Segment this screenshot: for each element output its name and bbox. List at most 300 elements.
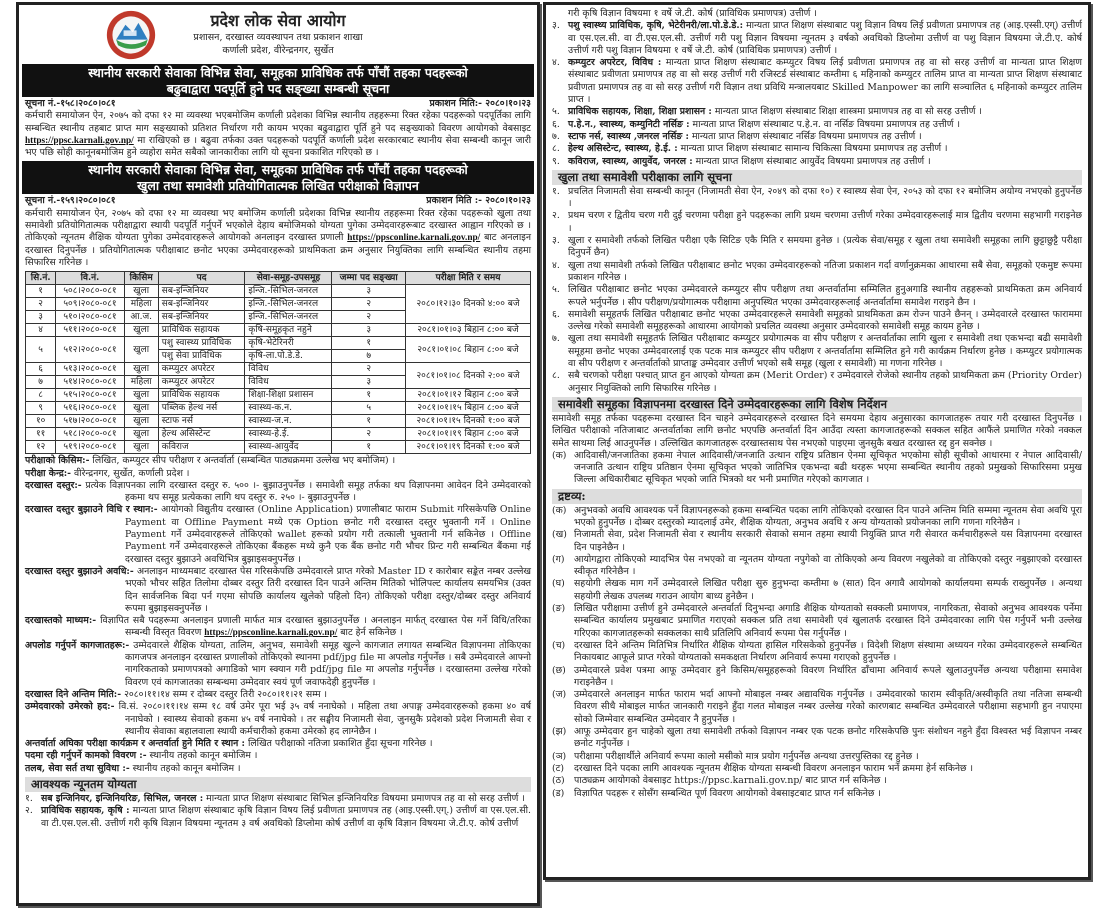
cell-count: २ <box>332 428 406 441</box>
detail-text: प्रत्येक विज्ञापनका लागि दरखास्त दस्तुर रु. ५०० ।- बुझाउनुपर्नेछ । समावेशी समूह तर्फका थप विज्ञापनमा आवेदन दिने उम्मेदवारको हकमा थप समूह प्रत्येकका लागि थप दस्तुर रु. २५० ।- बुझाउनुपर्नेछ । <box>85 479 531 504</box>
detail-text: लिखित परीक्षाको नतिजा प्रकाशित हुँदा सूचना गरिनेछ । <box>247 738 433 750</box>
cell-exam: २०८१।०१।१५ बिहान ८:०० बजे <box>406 402 531 415</box>
item-text: मान्यता प्राप्त शिक्षण संस्थाबाट सामान्य चिकित्सा विषयमा प्रमाणपत्र तह उत्तीर्ण । <box>680 143 948 155</box>
notice-number: सूचना नं.-१५८।२०८०।०८१ <box>25 98 116 109</box>
detail-item <box>25 763 531 775</box>
item-title: कविराज, स्वास्थ्य, आयुर्वेद, जनरल : <box>568 155 693 167</box>
item-text: मान्यता प्राप्त शिक्षण संस्थाबाट शिक्षा शास्त्रमा प्रमाणपत्र तह वा सो सरह उत्तीर्ण । <box>714 106 982 118</box>
detail-text: वि.सं. २०८०।११।१४ सम्म १८ वर्ष उमेर पूरा भई ३५ वर्ष ननाघेको । महिला तथा अपाङ्ग उम्मेदवारहरूको हकमा ४० वर्ष ननाघेको । स्वास्थ्य सेवाको हकमा ४५ वर्ष ननाघेको । तर सङ्घीय निजामती सेवा, जुनसुकै प्रदेशको प्रदेश निजामती सेवा र स्थानीय सेवाका बहालवाला स्थायी कर्मचारीको हकमा उमेरको हद लाग्नेछैन । <box>118 701 531 737</box>
column-header: जम्मा पद सङ्ख्या <box>332 272 406 285</box>
item-number: ७. <box>552 333 560 345</box>
item-text: मान्यता प्राप्त शिक्षण संस्थाबाट कम्प्युटर विषय लिई प्रवीणता प्रमाणपत्र तह वा सो सरह उत्तीर्ण वा मान्यता प्राप्त शिक्षण संस्थाबाट प्रवीणता प्रमाणपत्र तह वा सो सरह उत्तीर्ण गरी रजिस्टर्ड संस्थाबाट कम्तीमा ६ महिनाको कम्प्युटर तालिम प्राप्त वा मान्यता प्राप्त शिक्षण संस्थाबाट प्रवीणता प्रमाणपत्र तह वा सो सरह उत्तीर्ण गरी विज्ञान तथा प्रविधि मन्त्रालयबाट Skilled Manpower का लागि सञ्चालित ६ महिनाको कम्प्युटर तालिम प्राप्त । <box>568 57 1082 106</box>
ppsc-website-link[interactable]: https://ppsc.karnali.gov.np/ <box>25 135 134 146</box>
item-text: मान्यता प्राप्त शिक्षण संस्थाबाट पशु विज्ञान विषय लिई प्रवीणता प्रमाणपत्र तह (आइ.एस्सी.एग्) उत्तीर्ण वा एस.एल.सी. वा टी.एस.एल.सी. उत्तीर्ण गरी पशु विज्ञान विषयमा न्यूनतम ३ वर्षको अवधिको डिप्लोमा उत्तीर्ण वा पशु विज्ञान विषयमा जे.टी.ए. कोर्ष उत्तीर्ण गरी पशु विज्ञान विषयमा १ वर्षे जे.टी. कोर्ष (प्राविधिक प्रमाणपत्र) उत्तीर्ण । <box>568 20 1083 56</box>
cell-group: स्वास्थ्य-हे.ई. <box>245 428 332 441</box>
list-item <box>552 665 1082 690</box>
detail-text: उम्मेदवारले शैक्षिक योग्यता, तालिम, अनुभव, समावेशी समूह खुल्ने कागजात लगायत सम्बन्धित विज्ञापनमा तोकिएका कागजपत्र अनलाइन दरखास्त प्रणालीको तोकिएको स्थानमा pdf/jpg file मा अपलोड गर्नुपर्नेछ । सबै उम्मेदवारले आफ्नो नागरिकताको प्रमाणपत्रको अगाडिको भाग स्क्यान गरी pdf/jpg file मा अपलोड गर्नुपर्नेछ । दरखास्तमा उल्लेख गरेको विवरण एवं कागजातका सम्बन्धमा उम्मेदवार स्वयं पूर्ण जवाफदेही हुनुपर्नेछ । <box>125 639 531 688</box>
item-text: मान्यता प्राप्त शिक्षण संस्थाबाट सिभिल इन्जिनियरिङ विषयमा प्रमाणपत्र तह वा सो सरह उत्तीर्ण । <box>206 792 525 804</box>
application-details <box>25 455 531 775</box>
notes-heading: द्रष्टव्य: <box>552 489 1082 504</box>
item-body <box>568 284 1082 309</box>
detail-text: बाट हेर्न सकिनेछ । <box>337 627 403 639</box>
cell-ad: ५१७।२०८०-०८१ <box>56 415 124 428</box>
item-text: मान्यता प्राप्त शिक्षण संस्थाबाट आयुर्वेद विषयमा प्रमाणपत्र तह उत्तीर्ण । <box>695 155 931 167</box>
item-number: १. <box>552 185 560 197</box>
detail-item <box>25 701 531 738</box>
cell-type: खुला <box>124 402 158 415</box>
list-item <box>552 554 1082 579</box>
table-row <box>26 285 531 298</box>
column-header: सि.नं. <box>26 272 56 285</box>
item-number: (छ) <box>552 664 566 676</box>
cell-count: २ <box>332 298 406 311</box>
item-number: (ठ) <box>552 775 565 787</box>
item-number: ४. <box>552 259 560 271</box>
item-number: (ड) <box>552 787 565 799</box>
inclusive-text: समावेशी समूह तर्फका पदहरूमा दरखास्त दिन चाहने उम्मेदवारहरूले दरखास्त दिने समयमा देहाय अनुसारका कागजातहरू तयार गरी दरखास्त दिनुपर्नेछ । लिखित परीक्षाको नतिजाबाट अन्तर्वार्ताका लागि छनोट भएपछि अन्तर्वार्ता दिन आउँदा त्यस्ता कागजातहरूको सक्कल सहित आफैंले प्रमाणित गरेको नक्कल समेत साथमा लिई आउनुपर्नेछ । उल्लिखित कागजातहरू दरखास्तसाथ पेस नभएको पाइएमा जुनसुकै बखत दरखास्त रद्द हुन सक्नेछ । <box>552 412 1082 449</box>
list-item <box>552 119 1082 131</box>
cell-post: हेल्थ असिस्टेन्ट <box>158 428 245 441</box>
item-body <box>568 106 1082 118</box>
table-row <box>26 337 531 350</box>
notice1-text <box>25 110 531 159</box>
cell-group: विविध <box>245 363 332 376</box>
qualifications-list-part1 <box>25 793 531 830</box>
detail-label: तलब, सेवा सर्त तथा सुविधा :- <box>25 762 130 774</box>
item-text: पाठ्यक्रम आयोगको वेबसाइट https://ppsc.karnali.gov.np/ बाट प्राप्त गर्न सकिनेछ । <box>574 775 887 787</box>
cell-ad: ५१०।२०८०-०८१ <box>56 311 124 324</box>
cell-post: स्टाफ नर्स <box>158 415 245 428</box>
detail-label: परीक्षा केन्द्र:- <box>25 467 72 479</box>
detail-text: विज्ञापित सबै पदहरूमा अनलाइन प्रणाली मार्फत मात्र दरखास्त बुझाउनुपर्नेछ । अनलाइन मार्फत् दरखास्त पेस गर्ने विधि/तरिका सम्बन्धी विस्तृत विवरण <box>100 615 531 639</box>
item-body <box>574 751 1082 763</box>
cell-post: सब-इन्जिनियर <box>158 298 245 311</box>
detail-label: दरखास्तको माध्यम:- <box>25 615 97 627</box>
item-text: परीक्षामा परीक्षार्थीले अनिवार्य रूपमा कालो मसीको मात्र प्रयोग गर्नुपर्नेछ अन्यथा उत्तरपुस्तिका रद्द हुनेछ । <box>574 750 919 762</box>
cell-post: पब्लिक हेल्थ नर्स <box>158 402 245 415</box>
cell-post: कम्प्युटर अपरेटर <box>158 363 245 376</box>
cell-post: प्राविधिक सहायक <box>158 389 245 402</box>
cell-group: कृषि-ला.पो.डे.डे. <box>245 350 332 363</box>
item-number: (क) <box>552 504 567 516</box>
list-item <box>552 57 1082 106</box>
cell-count: २ <box>332 311 406 324</box>
left-column <box>16 2 540 906</box>
column-header: वि.नं. <box>56 272 124 285</box>
item-text: समावेशी समूहतर्फ लिखित परीक्षाबाट छनोट भएका उम्मेदवारहरूले समावेशी समूहको प्राथमिकता क्रम रोज्न पाउने छैनन् । उम्मेदवारले दरखास्त फाराममा उल्लेख गरेको समावेशी समूहहरूको आधारमा आयोगको प्रचलित व्यवस्था अनुसार उम्मेदवारको समावेशी समूह कायम हुनेछ । <box>568 308 1082 333</box>
table-row <box>26 415 531 428</box>
cell-ad: ५१५।२०८०-०८१ <box>56 389 124 402</box>
cell-sn: १२ <box>26 441 56 454</box>
table-row <box>26 402 531 415</box>
cell-post: प्राविधिक सहायक <box>158 324 245 337</box>
table-row <box>26 428 531 441</box>
cell-count: ५ <box>332 402 406 415</box>
cell-ad: ५११।२०८०-०८१ <box>56 324 124 337</box>
cell-count: ३ <box>332 376 406 389</box>
province-emblem-logo <box>105 8 157 62</box>
item-number: (ज) <box>552 689 567 701</box>
cell-sn: १ <box>26 285 56 298</box>
exam-info-list <box>552 186 1082 395</box>
cell-ad: ५०८।२०८०-०८१ <box>56 285 124 298</box>
item-text: मान्यता प्राप्त शिक्षण संस्थाबाट कृषि विज्ञान विषय लिई प्रवीणता प्रमाणपत्र तह (आइ.एस्सी.एग्.) उत्तीर्ण वा एस.एल.सी. वा टी.एस.एल.सी. उत्तीर्ण गरी कृषि विज्ञान विषयमा न्यूनतम ३ वर्ष अवधिको डिप्लोमा कोर्ष उत्तीर्ण वा कृषि विज्ञान विषयमा जे.टी.ए. कोर्ष उत्तीर्ण <box>41 805 531 829</box>
item-body <box>568 143 1082 155</box>
item-text: खुला तथा समावेशी तर्फको लिखित परीक्षाबाट छनोट भएका उम्मेदवारहरूको नतिजा प्रकाशन गर्दा वर्णानुक्रमका आधारमा सबै सेवा, समूहको एकमुष्ट रूपमा प्रकाशन गरिनेछ । <box>568 259 1082 283</box>
table-row <box>26 441 531 454</box>
cell-type: खुला <box>124 428 158 441</box>
publish-date: प्रकाशन मिति :- २०८०।१०।२३ <box>426 195 531 207</box>
inclusive-heading: समावेशी समूहका विज्ञापनमा दरखास्त दिने उम्मेदवारहरूका लागि विशेष निर्देशन <box>552 397 1082 412</box>
detail-label: दरखास्त दिने अन्तिम मिति:- <box>25 688 122 700</box>
item-body <box>574 640 1082 665</box>
banner-line: बढुवाद्वारा पदपूर्ति हुने पद सङ्ख्या सम्बन्धी सूचना <box>166 80 390 96</box>
item-text: सहयोगी लेखक माग गर्ने उम्मेदवारले लिखित परीक्षा सुरु हुनुभन्दा कम्तीमा ७ (सात) दिन अगावै आयोगको कार्यालयमा सम्पर्क राख्नुपर्नेछ । अन्यथा सहयोगी लेखक उपलब्ध गराउन आयोग बाध्य हुनेछैन । <box>574 578 1082 602</box>
cell-group: स्वास्थ्य-क.न. <box>245 402 332 415</box>
list-item <box>552 751 1082 763</box>
cell-group: कृषि-समूहकृत नहुने <box>245 324 332 337</box>
item-number: (क) <box>552 449 567 461</box>
cell-post: पशु स्वास्थ्य प्राविधिक <box>158 337 245 350</box>
detail-label: पदमा रही गर्नुपर्ने कामको विवरण :- <box>25 750 147 762</box>
item-number: ५. <box>552 284 560 296</box>
text: मा राखिएको छ । बढुवा तर्फका उक्त पदहरूको पदपूर्ति कर्णाली प्रदेश सरकारबाट स्थानीय सेवा सम्बन्धी कानून जारी भए पछि सोही कानूनबमोजिम हुने व्यहोरा समेत सबैको जानकारीका लागि यो सूचना प्रकाशित गरिएको छ । <box>25 134 531 159</box>
table-row <box>26 363 531 376</box>
detail-item <box>25 504 531 565</box>
list-item <box>552 450 1082 487</box>
detail-item <box>25 750 531 762</box>
item-text: उम्मेदवारले प्रवेश पत्रमा आफू उम्मेदवार हुने किसिम/समूहहरूको विवरण निर्धारित ढाँचामा अनिवार्य रूपले खुलाउनुपर्नेछ अन्यथा परीक्षामा समावेश गराइनेछैन । <box>574 664 1082 688</box>
item-text: खुला र समावेशी तर्फको लिखित परीक्षा एकै सिटिङ एकै मिति र समयमा हुनेछ । (प्रत्येक सेवा/समूह र खुला तथा समावेशी समूहका लागि छुट्टाछुट्टै परीक्षा दिनुपर्ने छैन) <box>568 235 1082 259</box>
item-text: आफू उम्मेदवार हुन चाहेको खुला तथा समावेशी तर्फको विज्ञापन नम्बर एक पटक छनोट गरिसकेपछि पुनः संशोधन नहुने हुँदा विश्वस्त भई विज्ञापन नम्बर छनोट गर्नुपर्नेछ । <box>574 726 1082 750</box>
cell-post: सब-इन्जिनियर <box>158 285 245 298</box>
cell-group: स्वास्थ्य-ज.न. <box>245 415 332 428</box>
item-text: विज्ञापित पदहरू र सोसँग सम्बन्धित पूर्ण विवरण आयोगको वेबसाइटबाट प्राप्त गर्न सकिनेछ । <box>574 787 881 799</box>
list-item <box>552 640 1082 665</box>
cell-sn: ३ <box>26 311 56 324</box>
item-body <box>574 505 1082 530</box>
item-title: पशु स्वास्थ्य प्राविधिक, कृषि, भेटेरीनरी/ला.पो.डे.डे.: <box>568 20 744 32</box>
cell-exam: २०८१।०१।०८ बिहान ८:०० बजे <box>406 337 531 363</box>
cell-sn: ५ <box>26 337 56 363</box>
list-item <box>552 689 1082 726</box>
detail-label: अन्तर्वार्ता अघिका परीक्षा कार्यक्रम र अन्तर्वार्ता हुने मिति र स्थान : <box>25 738 245 750</box>
detail-item <box>25 480 531 505</box>
item-text: खुला तथा समावेशी समूहतर्फ लिखित परीक्षाबाट कम्प्युटर प्रयोगात्मक वा सीप परीक्षण र अन्तर्वार्ताका लागि खुला र समावेशी तथा एकभन्दा बढी समावेशी समूहमा छनोट भएका उम्मेदवारलाई एक पटक मात्र कम्प्युटर सीप परीक्षण र अन्तर्वार्तामा सम्मिलित हुने गरी कार्यक्रम निर्धारण हुनेछ । कम्प्युटर प्रयोगात्मक वा सीप परीक्षण र अन्तर्वार्ताको प्राप्ताङ्क उम्मेदवार उत्तीर्ण भएको सबै समूह (खुला र समावेशी) मा गणना गरिनेछ । <box>568 333 1082 370</box>
list-item <box>552 8 1082 20</box>
list-item <box>552 775 1082 787</box>
qualifications-heading: आवश्यक न्यूनतम योग्यता <box>25 777 531 792</box>
item-number: ३. <box>552 20 560 32</box>
item-text: अनुभवको अवधि आवश्यक पर्ने विज्ञापनहरूको हकमा सम्बन्धित पदका लागि तोकिएको दरखास्त दिन पाउने अन्तिम मिति सम्ममा न्यूनतम सेवा अवधि पूरा भएको हुनुपर्नेछ । दोब्बर दस्तुरको म्यादलाई उमेर, शैक्षिक योग्यता, अनुभव अवधि र अन्य योग्यताको प्रयोजनका लागि गणना गरिनेछैन । <box>574 504 1082 528</box>
cell-group: कृषि-भेटेरिनरी <box>245 337 332 350</box>
notice2-meta <box>25 195 531 207</box>
item-number: (घ) <box>552 578 565 590</box>
detail-label: अपलोड गर्नुपर्ने कागजातहरू:- <box>25 639 130 651</box>
cell-ad: ५१६।२०८०-०८१ <box>56 402 124 415</box>
detail-text: अनलाइन माध्यमबाट दरखास्त पेस गरिसकेपछि उम्मेदवारले प्राप्त गरेको Master ID र कारोबार सङ्केत नम्बर उल्लेख भएको भौचर सहित तिलोमा दोब्बर दस्तुर तिरी दरखास्त दिन पाउने अन्तिम मितिको भोलिपल्ट कार्यालय समयभित्र (उक्त दिन सार्वजनिक बिदा पर्न गएमा सोपछि कार्यालय खुलेको पहिलो दिन) तोकिएको परीक्षा दस्तुर/दोब्बर दस्तुर अनिवार्य रूपमा बुझाइसक्नुपर्नेछ । <box>125 565 531 614</box>
detail-text: २०८०।११।१४ सम्म र दोब्बर दस्तुर तिरी २०८०।११।२१ सम्म । <box>124 688 328 700</box>
list-item <box>552 106 1082 118</box>
cell-type: खुला <box>124 415 158 428</box>
detail-item <box>25 689 531 701</box>
cell-exam: २०८०।१२।३० दिनको ४:०० बजे <box>406 285 531 324</box>
item-body <box>574 450 1082 487</box>
cell-type: महिला <box>124 298 158 311</box>
item-body <box>574 665 1082 690</box>
item-number: १. <box>25 792 33 804</box>
cell-group: शिक्षा-शिक्षा प्रशासन <box>245 389 332 402</box>
list-item <box>552 20 1082 57</box>
list-item <box>552 309 1082 334</box>
column-header: किसिम <box>124 272 158 285</box>
item-body <box>568 119 1082 131</box>
item-text: प्रथम चरण र द्वितीय चरण गरी दुई चरणमा परीक्षा हुने पदहरूका लागि प्रथम चरणमा उत्तीर्ण गरेका उम्मेदवारहरूलाई मात्र द्वितीय चरणमा सहभागी गराइनेछ । <box>568 210 1082 234</box>
item-body <box>568 20 1082 57</box>
cell-exam: २०८१।०१।१९ दिनको १:०० बजे <box>406 441 531 454</box>
cell-type: खुला <box>124 324 158 337</box>
list-item <box>552 726 1082 751</box>
item-body <box>574 578 1082 603</box>
item-number: (च) <box>552 639 566 651</box>
list-item <box>25 805 531 830</box>
item-number <box>552 8 568 20</box>
detail-item <box>25 615 531 640</box>
item-body <box>574 689 1082 726</box>
item-body <box>574 763 1082 775</box>
list-item <box>552 333 1082 370</box>
cell-count: ७ <box>332 350 406 363</box>
item-text: दरखास्त दिने पदका लागि आवश्यक न्यूनतम शैक्षिक योग्यता सम्बन्धी विवरण अनलाइन फाराम भर्ने क्रममा हेर्न सकिनेछ । <box>574 762 974 774</box>
notice2-text <box>25 208 531 269</box>
cell-group: इन्जि.-सिभिल-जनरल <box>245 311 332 324</box>
cell-sn: ६ <box>26 363 56 376</box>
item-text: उम्मेदवारले अनलाइन मार्फत फाराम भर्दा आफ्नो मोबाइल नम्बर अद्यावधिक गर्नुपर्नेछ । उम्मेदवारको फाराम स्वीकृति/अस्वीकृति तथा नतिजा सम्बन्धी विवरण सीधै मोबाइल मार्फत जानकारी गराइने हुँदा गलत मोबाइल नम्बर उल्लेख गरेको कारणबाट सम्बन्धित उम्मेदवारले परीक्षामा सहभागी हुन नपाएमा सोको जिम्मेवार सम्बन्धित उम्मेदवार नै हुनुपर्नेछ । <box>574 689 1082 725</box>
item-text: आयोगद्वारा तोकिएको म्यादभित्र पेस नभएको वा न्यूनतम योग्यता नपुगेको वा तोकिएको अन्य विवरण नखुलेको वा तोकिएको दस्तुर नबुझाएको दरखास्त स्वीकृत गरिनेछैन । <box>574 553 1082 578</box>
cell-exam: २०८१।०१।०३ बिहान ८:०० बजे <box>406 324 531 337</box>
item-body <box>574 529 1082 554</box>
text: कर्मचारी समायोजन ऐन, २०७५ को दफा १२ मा व्यवस्था भए बमोजिम कर्णाली प्रदेशका विभिन्न स्थानीय तहहरूमा रिक्त रहेका पदहरूको खुला तथा समावेशी प्रतियोगितात्मक परीक्षाद्वारा स्थायी पदपूर्ति गर्नुपर्ने भएकोले देहाय बमोजिमको योग्यता पुगेका उम्मेदवारहरूबाट दरखास्त आह्वान गरिएको छ । तोकिएको न्यूनतम शैक्षिक योग्यता पुगेका उम्मेदवारहरूले आयोगको अनलाइन दरखास्त प्रणाली <box>25 207 531 244</box>
item-title: सब इन्जिनियर, इन्जिनियरिङ, सिभिल, जनरल : <box>41 792 204 804</box>
cell-post: सब-इन्जिनियर <box>158 311 245 324</box>
item-number: ३. <box>552 235 560 247</box>
cell-type: खुला <box>124 337 158 363</box>
item-body <box>568 370 1082 395</box>
detail-label: उम्मेदवारको उमेरको हद:- <box>25 701 115 713</box>
cell-type: खुला <box>124 441 158 454</box>
column-header: पद <box>158 272 245 285</box>
cell-type: खुला <box>124 285 158 298</box>
list-item <box>552 505 1082 530</box>
column-header: सेवा-समूह-उपसमूह <box>245 272 332 285</box>
detail-label: दरखास्त दस्तुर बुझाउने अवधि:- <box>25 565 134 577</box>
detail-label: परीक्षाको किसिम:- <box>25 455 90 467</box>
item-body <box>568 131 1082 143</box>
item-title: प्राविधिक सहायक, शिक्षा, शिक्षा प्रशासन : <box>568 106 712 118</box>
cell-sn: ११ <box>26 428 56 441</box>
item-number: (झ) <box>552 726 567 738</box>
cell-exam: २०८१।०१।१२ बिहान ८:०० बजे <box>406 389 531 402</box>
list-item <box>552 370 1082 395</box>
item-body <box>568 210 1082 235</box>
item-body <box>41 793 531 805</box>
cell-sn: ९ <box>26 402 56 415</box>
item-body <box>574 603 1082 640</box>
item-title: कम्प्युटर अपरेटर, विविध : <box>568 57 662 69</box>
list-item <box>552 284 1082 309</box>
item-number: ७. <box>552 130 560 142</box>
cell-group: इन्जि.-सिभिल-जनरल <box>245 298 332 311</box>
ppsconline-link[interactable]: https://ppsconline.karnali.gov.np/ <box>204 628 338 639</box>
cell-group: स्वास्थ्य-आयुर्वेद <box>245 441 332 454</box>
cell-count: १ <box>332 415 406 428</box>
cell-exam: २०८१।०१।१९ बिहान ८:०० बजे <box>406 428 531 441</box>
table-header-row <box>26 272 531 285</box>
list-item <box>552 788 1082 800</box>
item-text: मान्यता प्राप्त शिक्षण संस्थाबाट प.हे.न. वा नर्सिङ विषयमा प्रमाणपत्र तह उत्तीर्ण । <box>692 118 960 130</box>
cell-count: १ <box>332 441 406 454</box>
item-body <box>568 333 1082 370</box>
cell-count: ३ <box>332 324 406 337</box>
detail-item <box>25 468 531 480</box>
item-text: दरखास्त दिने अन्तिम मितिभित्र निर्धारित शैक्षिक योग्यता हासिल गरिसकेको हुनुपर्नेछ । विदेशी शिक्षण संस्थामा अध्ययन गरेका उम्मेदवारहरूले सम्बन्धित निकायबाट आफूले प्राप्त गरेको योग्यताको समकक्षता निर्धारण अनिवार्य रूपमा गराएको हुनुपर्नेछ । <box>574 639 1082 664</box>
detail-text: वीरेन्द्रनगर, सुर्खेत, कर्णाली प्रदेश । <box>74 467 190 479</box>
item-body <box>568 235 1082 260</box>
item-text: गरी कृषि विज्ञान विषयमा १ वर्षे जे.टी. कोर्ष (प्राविधिक प्रमाणपत्र) उत्तीर्ण । <box>568 8 817 19</box>
item-title: हेल्थ असिस्टेन्ट, स्वास्थ्य, हे.ई. : <box>568 143 678 155</box>
item-text: लिखित परीक्षाबाट छनोट भएका उम्मेदवारले कम्प्युटर सीप परीक्षण तथा अन्तर्वार्तामा सम्मिलित हुनुअगाडि स्थानीय तहहरूको प्राथमिकता क्रम अनिवार्य रूपले भर्नुपर्नेछ । सीप परीक्षण/प्रयोगात्मक परीक्षामा अनुपस्थित भएका उम्मेदवारहरूलाई अन्तर्वार्तामा समावेश गराइने छैन । <box>568 284 1082 308</box>
cell-type: महिला <box>124 376 158 389</box>
list-item <box>25 793 531 805</box>
cell-sn: ७ <box>26 376 56 389</box>
list-item <box>552 763 1082 775</box>
cell-ad: ५१२।२०८०-०८१ <box>56 337 124 363</box>
cell-sn: ४ <box>26 324 56 337</box>
cell-sn: ८ <box>26 389 56 402</box>
item-text: निजामती सेवा, प्रदेश निजामती सेवा र स्थानीय सरकारी सेवाको समान तहमा स्थायी नियुक्ति प्राप्त गरी सेवारत कर्मचारीहरूले यस विज्ञापनमा दरखास्त दिन पाइनेछैन । <box>574 529 1082 553</box>
notice-number: सूचना नं.-१५९।२०८०।०८१ <box>25 195 116 207</box>
list-item <box>552 235 1082 260</box>
detail-text: स्थानीय तहको कानून बमोजिम । <box>149 750 258 762</box>
cell-post: पशु सेवा प्राविधिक <box>158 350 245 363</box>
detail-text: आयोगको विद्युतीय दरखास्त (Online Application) प्रणालीबाट फाराम Submit गरिसकेपछि Online Payment वा Offline Payment मध्ये एक Option छनोट गरी दरखास्त दस्तुर भुक्तानी गर्ने । Online Payment गर्ने उम्मेदवारहरूले तोकिएको wallet हरूको प्रयोग गरी तत्काली भुक्तानी गर्न सकिनेछ । Offline Payment गर्ने उम्मेदवारहरूले तोकिएका बैंकहरू मध्ये कुनै एक बैंक छनोट गरी भौचर प्रिन्ट गरी सम्बन्धित बैंकमा गई दरखास्त दस्तुर बुझाउने अवधिभित्र बुझाइसक्नुपर्नेछ । <box>125 504 531 565</box>
publish-date: प्रकाशन मिति:- २०८०।१०।२३ <box>429 98 531 109</box>
cell-count: ३ <box>332 285 406 298</box>
detail-text: लिखित, कम्प्युटर सीप परीक्षण र अन्तर्वार्ता (सम्बन्धित पाठ्यक्रममा उल्लेख भए बमोजिम) । <box>92 455 396 467</box>
cell-ad: ५०९।२०८०-०८१ <box>56 298 124 311</box>
cell-post: कम्प्युटर अपरेटर <box>158 376 245 389</box>
item-body <box>568 186 1082 211</box>
item-title: स्टाफ नर्स, स्वास्थ्य ,जनरल नर्सिङ : <box>568 130 689 142</box>
qualifications-list-part2 <box>552 8 1082 168</box>
cell-count: १ <box>332 337 406 350</box>
cell-count: १ <box>332 389 406 402</box>
org-address: कर्णाली प्रदेश, वीरेन्द्रनगर, सुर्खेत <box>222 45 334 56</box>
detail-item <box>25 455 531 467</box>
column-header: परीक्षा मिति र समय <box>406 272 531 285</box>
cell-group: विविध <box>245 376 332 389</box>
item-body <box>568 57 1082 106</box>
detail-item <box>25 640 531 689</box>
item-title: प्राविधिक सहायक, कृषि : <box>41 805 130 817</box>
list-item <box>552 210 1082 235</box>
cell-ad: ५१९।२०८०-०८१ <box>56 441 124 454</box>
item-number: (ख) <box>552 529 567 541</box>
banner-line: खुला तथा समावेशी प्रतियोगितात्मक लिखित परीक्षाको विज्ञापन <box>137 177 419 193</box>
banner-line: स्थानीय सरकारी सेवाका विभिन्न सेवा, समूहका प्राविधिक तर्फ पाँचौं तहका पदहरूको <box>88 162 468 178</box>
letterhead <box>25 8 531 64</box>
item-number: ६. <box>552 118 560 130</box>
item-body <box>574 788 1082 800</box>
item-number: (ञ) <box>552 750 567 762</box>
cell-sn: १० <box>26 415 56 428</box>
cell-sn: २ <box>26 298 56 311</box>
text: बाट अनलाइन दरखास्त दिनुपर्नेछ । प्रतियोगितात्मक परीक्षाबाट छनोट भएका उम्मेदवारहरूको प्राथमिकता क्रम अनुसार नियुक्तिका लागि सम्बन्धित स्थानीय तहमा सिफारिस गरिनेछ । <box>25 232 531 268</box>
banner-line: स्थानीय सरकारी सेवाका विभिन्न सेवा, समूहका प्राविधिक तर्फ पाँचौं तहका पदहरूको <box>88 65 468 80</box>
item-text: आदिवासी/जनजातिका हकमा नेपाल आदिवासी/जनजाति उत्थान राष्ट्रिय प्रतिष्ठान ऐनमा सूचिकृत भएकोमा सोही सूचीको आधारमा र नेपाल आदिवासी/जनजाति उत्थान राष्ट्रिय प्रतिष्ठान ऐनमा सूचिकृत भएको जातिभित्र एकभन्दा बढी थरहरू भएमा सम्बन्धित स्थानीय तहको प्रमुखको सिफारिसमा प्रमुख जिल्ला अधिकारीबाट सूचिकृत भएको जाति भित्रको थर भनी प्रमाणित गरेएको कागजात । <box>574 449 1082 486</box>
cell-exam: २०८१।०१।१५ दिनको १:०० बजे <box>406 415 531 428</box>
item-number: (ग) <box>552 553 565 565</box>
list-item <box>552 260 1082 285</box>
item-body <box>568 156 1082 168</box>
list-item <box>552 529 1082 554</box>
item-body <box>568 260 1082 285</box>
item-number: ९. <box>552 155 560 167</box>
cell-type: खुला <box>124 389 158 402</box>
item-body <box>574 554 1082 579</box>
item-number: (ङ) <box>552 603 566 615</box>
cell-exam: २०८१।०१।०८ दिनको २:०० बजे <box>406 363 531 389</box>
item-number: ८. <box>552 370 560 382</box>
cell-group: इन्जि.-सिभिल-जनरल <box>245 285 332 298</box>
list-item <box>552 156 1082 168</box>
detail-label: दरखास्त दस्तुर:- <box>25 479 82 491</box>
item-body <box>41 805 531 830</box>
item-number: ५. <box>552 106 560 118</box>
list-item <box>552 186 1082 211</box>
notice1-meta <box>25 98 531 110</box>
cell-ad: ५१४।२०८०-०८१ <box>56 376 124 389</box>
right-column <box>543 2 1091 880</box>
item-text: प्रचलित निजामती सेवा सम्बन्धी कानून (निजामती सेवा ऐन, २०४९ को दफा १०) र स्वास्थ्य सेवा ऐन, २०५३ को दफा १२ बमोजिम अयोग्य नभएको हुनुपर्नेछ । <box>568 185 1082 210</box>
cell-count: २ <box>332 363 406 376</box>
list-item <box>552 131 1082 143</box>
detail-label: दरखास्त दस्तुर बुझाउने विधि र स्थान:- <box>25 504 158 516</box>
item-number: २. <box>552 210 560 222</box>
notes-list <box>552 505 1082 800</box>
list-item <box>552 603 1082 640</box>
ppsconline-link[interactable]: https://ppsconline.karnali.gov.np/ <box>347 233 481 244</box>
notice1-banner <box>22 64 534 97</box>
list-item <box>552 143 1082 155</box>
item-number: ६. <box>552 308 560 320</box>
table-row <box>26 324 531 337</box>
cell-post: कविराज <box>158 441 245 454</box>
item-body <box>574 775 1082 787</box>
item-number: (ट) <box>552 762 564 774</box>
exam-info-heading: खुला तथा समावेशी परीक्षाका लागि सूचना <box>552 170 1082 185</box>
detail-item <box>25 738 531 750</box>
detail-item <box>25 566 531 615</box>
detail-text: स्थानीय तहको कानून बमोजिम । <box>132 762 241 774</box>
notice2-banner <box>22 161 534 194</box>
vacancy-table <box>25 271 531 454</box>
item-body <box>568 309 1082 334</box>
cell-type: खुला <box>124 363 158 376</box>
item-body <box>574 726 1082 751</box>
list-item <box>552 578 1082 603</box>
inclusive-list <box>552 450 1082 487</box>
